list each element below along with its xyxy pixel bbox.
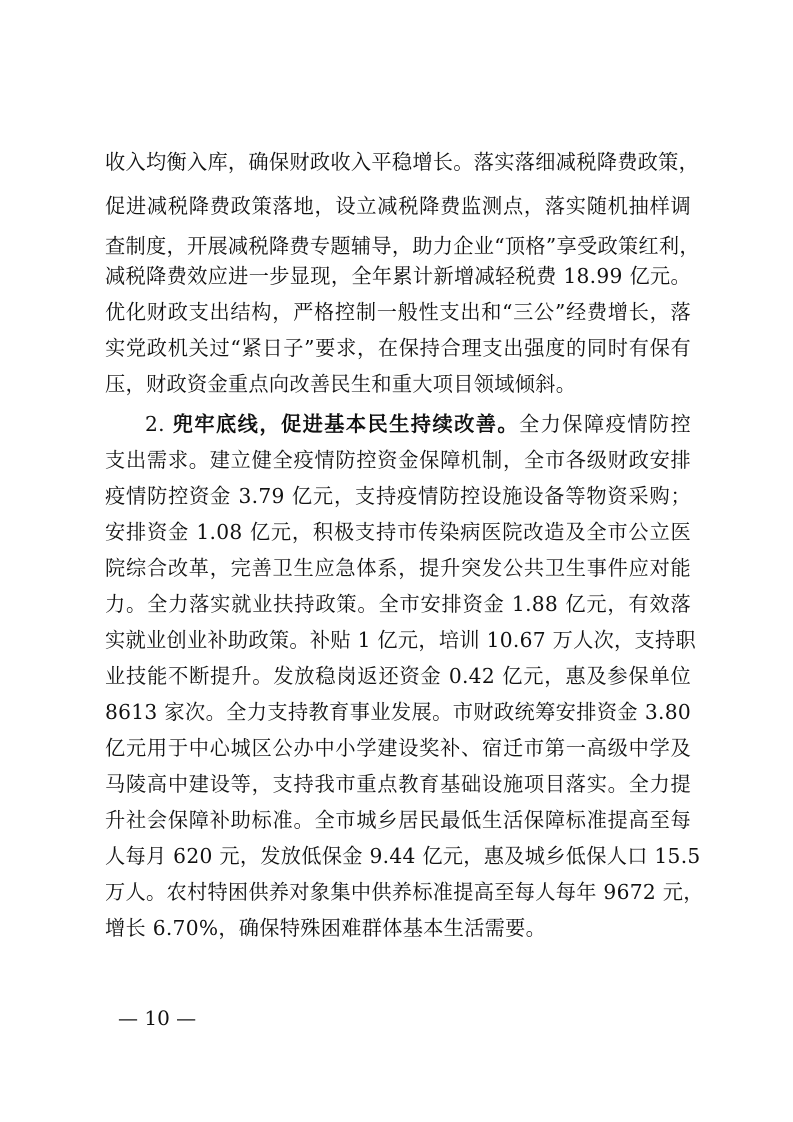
text-line: 万人。农村特困供养对象集中供养标准提高至每人每年 9672 元， bbox=[105, 880, 704, 904]
text-line: 院综合改革，完善卫生应急体系，提升突发公共卫生事件应对能 bbox=[105, 556, 691, 580]
text-line: 查制度，开展减税降费专题辅导，助力企业“顶格”享受政策红利， bbox=[105, 234, 700, 258]
text-line: 升社会保障补助标准。全市城乡居民最低生活保障标准提高至每 bbox=[105, 808, 691, 832]
text-line: 力。全力落实就业扶持政策。全市安排资金 1.88 亿元，有效落 bbox=[105, 592, 691, 616]
text-line: 压，财政资金重点向改善民生和重大项目领域倾斜。 bbox=[105, 372, 577, 396]
text-line: 收入均衡入库，确保财政收入平稳增长。落实落细减税降费政策， bbox=[105, 150, 700, 174]
text-line: 增长 6.70%，确保特殊困难群体基本生活需要。 bbox=[105, 916, 547, 940]
section-number: 2. bbox=[145, 412, 165, 436]
text-line: 实党政机关过“紧日子”要求，在保持合理支出强度的同时有保有 bbox=[105, 336, 691, 360]
text-line: 促进减税降费政策落地，设立减税降费监测点，落实随机抽样调 bbox=[105, 194, 691, 218]
text-line: 8613 家次。全力支持教育事业发展。市财政统筹安排资金 3.80 bbox=[105, 700, 691, 724]
text-line: 支出需求。建立健全疫情防控资金保障机制，全市各级财政安排 bbox=[105, 448, 691, 472]
text-run: 全力保障疫情防控 bbox=[519, 412, 691, 436]
text-line: 疫情防控资金 3.79 亿元，支持疫情防控设施设备等物资采购； bbox=[105, 484, 691, 508]
text-line: 实就业创业补助政策。补贴 1 亿元，培训 10.67 万人次，支持职 bbox=[105, 628, 697, 652]
text-line: 人每月 620 元，发放低保金 9.44 亿元，惠及城乡低保人口 15.5 bbox=[105, 844, 701, 868]
section-heading: 兜牢底线，促进基本民生持续改善。 bbox=[172, 412, 520, 436]
text-line: 优化财政支出结构，严格控制一般性支出和“三公”经费增长，落 bbox=[105, 300, 691, 324]
page-number: — 10 — bbox=[118, 1006, 197, 1030]
text-line: 亿元用于中心城区公办中小学建设奖补、宿迁市第一高级中学及 bbox=[105, 736, 691, 760]
section-heading-line bbox=[105, 405, 691, 443]
text-line: 业技能不断提升。发放稳岗返还资金 0.42 亿元，惠及参保单位 bbox=[105, 664, 691, 688]
text-line: 安排资金 1.08 亿元，积极支持市传染病医院改造及全市公立医 bbox=[105, 520, 691, 544]
text-line: 马陵高中建设等，支持我市重点教育基础设施项目落实。全力提 bbox=[105, 772, 691, 796]
text-line: 减税降费效应进一步显现，全年累计新增减轻税费 18.99 亿元。 bbox=[105, 264, 691, 288]
